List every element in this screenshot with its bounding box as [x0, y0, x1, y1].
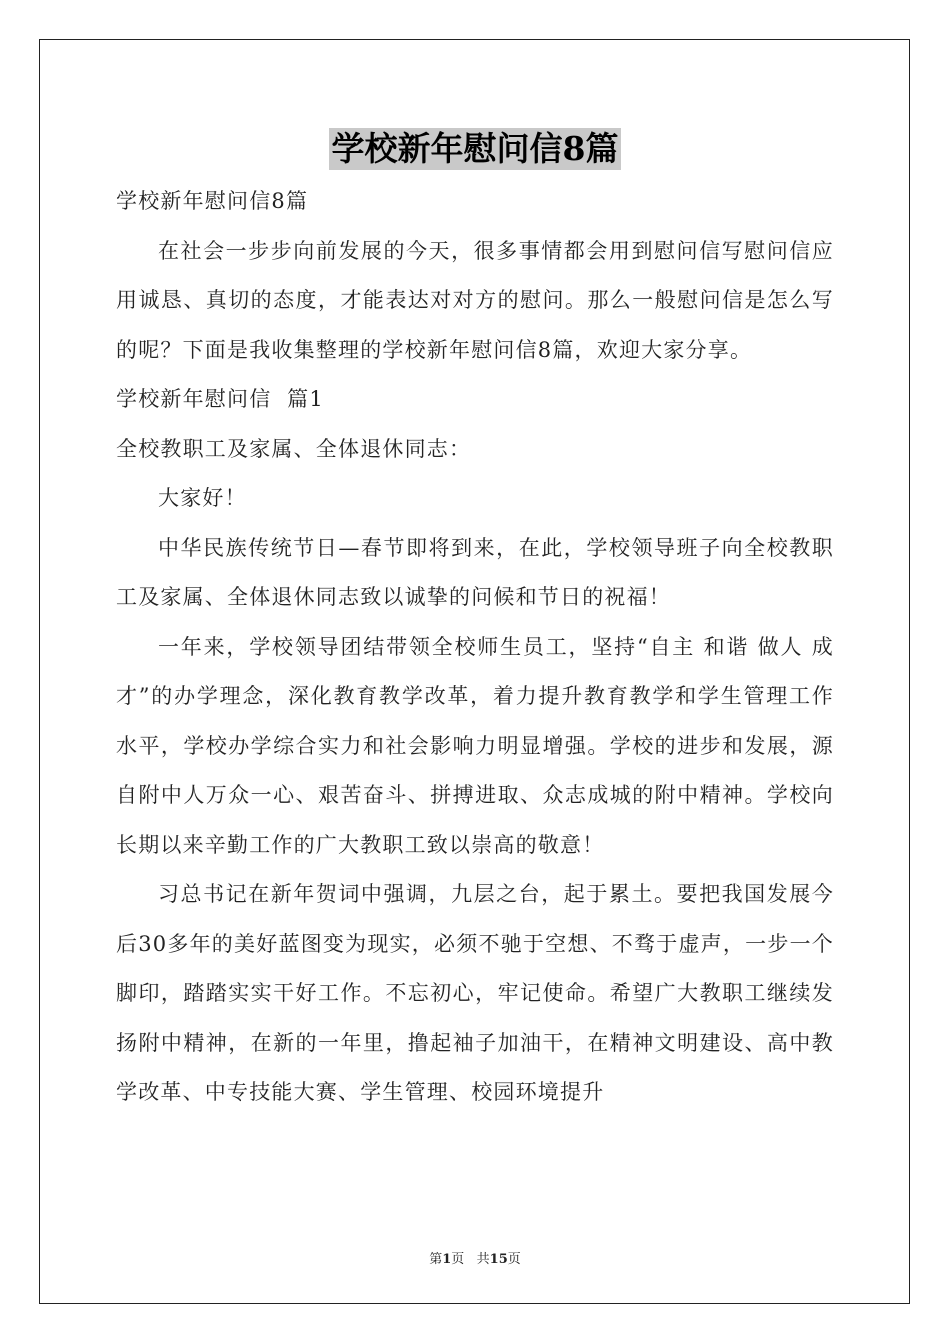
footer-page-number: 1	[442, 1252, 452, 1267]
document-body	[116, 177, 834, 1118]
greeting: 大家好！	[158, 486, 247, 510]
body-paragraph: 一年来，学校领导团结带领全校师生员工，坚持“自主 和谐 做人 成才”的办学理念，深化教育教学改革，着力提升教育教学和学生管理工作水平，学校办学综合实力和社会影响力明显增强。学校的进步和发展，源自附中人万众一心、艰苦奋斗、拼搏进取、众志成城的附中精神。学校向长期以来辛勤工作的广大教职工致以崇高的敬意！	[116, 634, 834, 857]
footer-middle: 页 共	[451, 1252, 490, 1267]
title-container	[0, 128, 950, 170]
page-footer	[0, 1248, 950, 1267]
footer-suffix: 页	[507, 1252, 521, 1267]
footer-prefix: 第	[429, 1252, 443, 1267]
body-paragraph: 中华民族传统节日—春节即将到来，在此，学校领导班子向全校教职工及家属、全体退休同志致以诚挚的问候和节日的祝福！	[116, 535, 834, 609]
salutation: 全校教职工及家属、全体退休同志：	[116, 436, 472, 461]
document-title: 学校新年慰问信8篇	[329, 128, 622, 170]
body-paragraph: 习总书记在新年贺词中强调，九层之台，起于累土。要把我国发展今后30多年的美好蓝图变为现实，必须不驰于空想、不骛于虚声，一步一个脚印，踏踏实实干好工作。不忘初心，牢记使命。希望广大教职工继续发扬附中精神，在新的一年里，撸起袖子加油干，在精神文明建设、高中教学改革、中专技能大赛、学生管理、校园环境提升	[116, 882, 834, 1104]
subtitle: 学校新年慰问信8篇	[116, 189, 309, 213]
intro-paragraph: 在社会一步步向前发展的今天，很多事情都会用到慰问信写慰问信应用诚恳、真切的态度，才能表达对对方的慰问。那么一般慰问信是怎么写的呢？下面是我收集整理的学校新年慰问信8篇，欢迎大家分享。	[116, 238, 834, 362]
section-heading: 学校新年慰问信 篇1	[116, 387, 324, 411]
footer-total-pages: 15	[489, 1252, 508, 1267]
